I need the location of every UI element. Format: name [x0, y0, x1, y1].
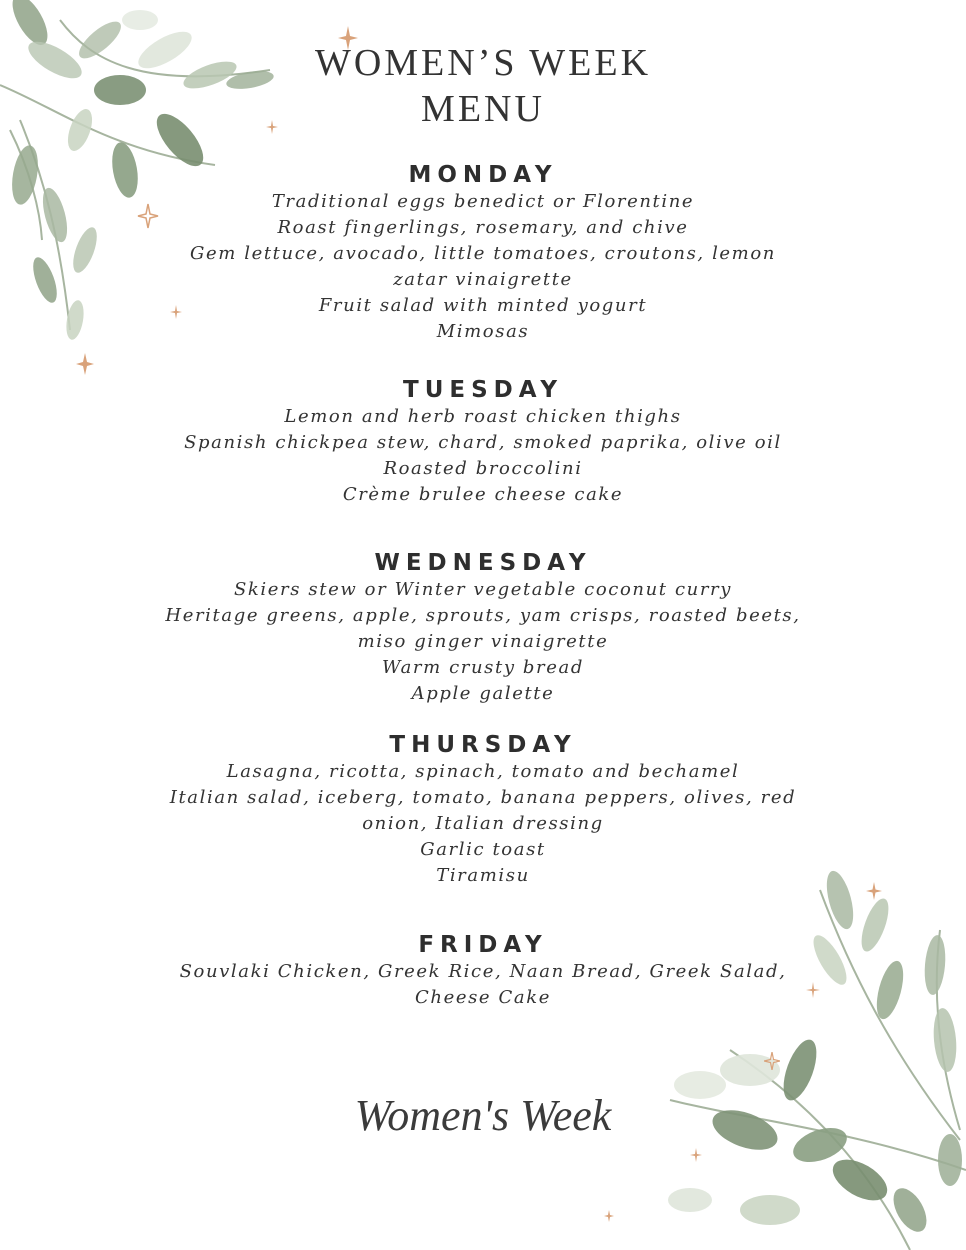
page-subtitle: MENU — [421, 88, 545, 130]
day-section-thursday — [0, 731, 966, 889]
day-heading: FRIDAY — [418, 932, 548, 958]
sparkle-icon — [764, 1052, 780, 1070]
menu-item: Cheese Cake — [415, 987, 551, 1008]
day-section-friday — [0, 931, 966, 1011]
menu-item: Spanish chickpea stew, chard, smoked paprika, olive oil — [184, 432, 782, 453]
menu-item: Roasted broccolini — [383, 458, 583, 479]
menu-item: Skiers stew or Winter vegetable coconut curry — [233, 579, 732, 600]
menu-item: Crème brulee cheese cake — [342, 484, 624, 505]
day-heading: WEDNESDAY — [374, 550, 592, 576]
menu-item: Heritage greens, apple, sprouts, yam crisps, roasted beets, — [165, 605, 801, 626]
day-section-monday — [0, 161, 966, 345]
menu-item: zatar vinaigrette — [393, 269, 573, 290]
menu-item: Warm crusty bread — [382, 657, 584, 678]
day-heading: MONDAY — [408, 162, 558, 188]
sparkle-icon — [604, 1210, 614, 1222]
menu-item: Mimosas — [436, 321, 530, 342]
menu-item: Fruit salad with minted yogurt — [318, 295, 648, 316]
menu-item: Souvlaki Chicken, Greek Rice, Naan Bread, Greek Salad, — [179, 961, 787, 982]
menu-item: Lemon and herb roast chicken thighs — [284, 406, 682, 427]
day-section-wednesday — [0, 549, 966, 707]
foliage-bottom-right-illustration — [660, 870, 966, 1250]
page-title: WOMEN’S WEEK — [314, 42, 652, 84]
menu-item: Gem lettuce, avocado, little tomatoes, croutons, lemon — [190, 243, 776, 264]
menu-item: onion, Italian dressing — [362, 813, 604, 834]
sparkle-icon — [76, 353, 94, 375]
signature: Women's Week — [354, 1091, 612, 1140]
day-heading: TUESDAY — [403, 377, 563, 403]
day-heading: THURSDAY — [389, 732, 577, 758]
day-section-tuesday — [0, 376, 966, 508]
menu-item: Tiramisu — [436, 865, 530, 886]
menu-item: Apple galette — [411, 683, 555, 704]
menu-item: Traditional eggs benedict or Florentine — [271, 191, 695, 212]
menu-item: miso ginger vinaigrette — [357, 631, 609, 652]
sparkle-icon — [690, 1148, 702, 1162]
menu-item: Roast fingerlings, rosemary, and chive — [277, 217, 689, 238]
menu-item: Garlic toast — [420, 839, 546, 860]
menu-item: Lasagna, ricotta, spinach, tomato and bechamel — [226, 761, 740, 782]
menu-item: Italian salad, iceberg, tomato, banana peppers, olives, red — [169, 787, 797, 808]
